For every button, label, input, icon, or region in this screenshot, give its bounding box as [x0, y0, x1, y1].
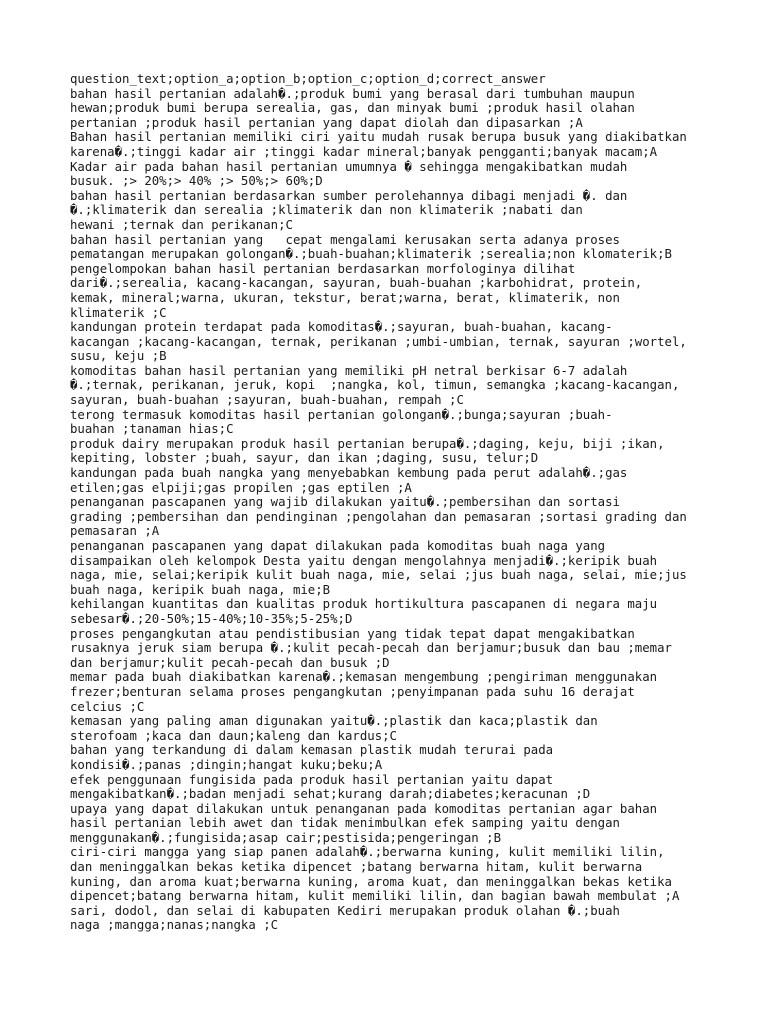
text-line: dari�.;serealia, kacang-kacangan, sayuran, buah-buahan ;karbohidrat, protein, — [70, 276, 643, 291]
text-line: naga ;mangga;nanas;nangka ;C — [70, 918, 279, 933]
text-line: buah naga, keripik buah naga, mie;B — [70, 582, 331, 597]
text-line: sari, dodol, dan selai di kabupaten Kediri merupakan produk olahan �.;buah — [70, 903, 620, 918]
text-line: mengakibatkan�.;badan menjadi sehat;kurang darah;diabetes;keracunan ;D — [70, 787, 591, 802]
text-line: question_text;option_a;option_b;option_c;option_d;correct_answer — [70, 72, 546, 86]
text-line: penanganan pascapanen yang dapat dilakukan pada komoditas buah naga yang — [70, 539, 606, 553]
text-line: hewan;produk bumi berupa serealia, gas, dan minyak bumi ;produk hasil olahan — [70, 101, 635, 116]
text-line: kandungan protein terdapat pada komoditas�.;sayuran, buah-buahan, kacang- — [70, 320, 613, 335]
text-line: upaya yang dapat dilakukan untuk penanganan pada komoditas pertanian agar bahan — [70, 801, 658, 816]
text-line: bahan yang terkandung di dalam kemasan plastik mudah terurai pada — [70, 743, 554, 758]
text-line: komoditas bahan hasil pertanian yang memiliki pH netral berkisar 6-7 adalah — [70, 363, 628, 378]
text-line: ciri-ciri mangga yang siap panen adalah�.;berwarna kuning, kulit memiliki lilin, — [70, 845, 665, 860]
text-line: bahan hasil pertanian yang cepat mengalami kerusakan serta adanya proses — [70, 232, 620, 247]
text-line: menggunakan�.;fungisida;asap cair;pestisida;pengeringan ;B — [70, 830, 502, 845]
text-line: grading ;pembersihan dan pendinginan ;pengolahan dan pemasaran ;sortasi grading dan — [70, 509, 687, 524]
text-line: Kadar air pada bahan hasil pertanian umumnya � sehingga mengakibatkan mudah — [70, 159, 628, 174]
text-line: efek penggunaan fungisida pada produk hasil pertanian yaitu dapat — [70, 772, 554, 787]
text-line: penanganan pascapanen yang wajib dilakukan yaitu�.;pembersihan dan sortasi — [70, 495, 620, 510]
text-line: proses pengangkutan atau pendistibusian yang tidak tepat dapat mengakibatkan — [70, 626, 635, 641]
text-line: hasil pertanian lebih awet dan tidak menimbulkan efek samping yaitu dengan — [70, 816, 620, 831]
text-line: sebesar�.;20-50%;15-40%;10-35%;5-25%;D — [70, 611, 353, 626]
text-line: busuk. ;> 20%;> 40% ;> 50%;> 60%;D — [70, 174, 323, 189]
text-line: kemasan yang paling aman digunakan yaitu�.;plastik dan kaca;plastik dan — [70, 714, 598, 729]
text-line: sayuran, buah-buahan ;sayuran, buah-buahan, rempah ;C — [70, 393, 464, 408]
text-line: Bahan hasil pertanian memiliki ciri yaitu mudah rusak berupa busuk yang diakibatkan — [70, 130, 687, 145]
text-line: kacangan ;kacang-kacangan, ternak, perikanan ;umbi-umbian, ternak, sayuran ;wortel, — [70, 334, 687, 349]
text-line: terong termasuk komoditas hasil pertanian golongan�.;bunga;sayuran ;buah- — [70, 407, 613, 422]
text-line: kuning, dan aroma kuat;berwarna kuning, aroma kuat, dan meninggalkan bekas ketika — [70, 874, 672, 889]
text-line: memar pada buah diakibatkan karena�.;kemasan mengembung ;pengiriman menggunakan — [70, 670, 658, 685]
text-line: dipencet;batang berwarna hitam, kulit memiliki lilin, dan bagian bawah membulat ;A — [70, 889, 680, 904]
text-line: celcius ;C — [70, 699, 145, 714]
text-line: kondisi�.;panas ;dingin;hangat kuku;beku;A — [70, 757, 383, 772]
text-line: bahan hasil pertanian adalah�.;produk bumi yang berasal dari tumbuhan maupun — [70, 86, 635, 101]
text-line: �.;klimaterik dan serealia ;klimaterik dan non klimaterik ;nabati dan — [70, 203, 583, 218]
text-line: pengelompokan bahan hasil pertanian berdasarkan morfologinya dilihat — [70, 261, 576, 276]
text-line: naga, mie, selai;keripik kulit buah naga, mie, selai ;jus buah naga, selai, mie;jus — [70, 568, 687, 583]
text-line: hewani ;ternak dan perikanan;C — [70, 217, 293, 232]
text-line: buahan ;tanaman hias;C — [70, 422, 234, 437]
text-line: klimaterik ;C — [70, 305, 167, 320]
text-line: pemasaran ;A — [70, 524, 160, 539]
text-line: dan meninggalkan bekas ketika dipencet ;batang berwarna hitam, kulit berwarna — [70, 860, 643, 875]
text-line: bahan hasil pertanian berdasarkan sumber perolehannya dibagi menjadi �. dan — [70, 188, 628, 203]
text-line: pematangan merupakan golongan�.;buah-buahan;klimaterik ;serealia;non klomaterik;B — [70, 247, 672, 262]
text-line: produk dairy merupakan produk hasil pertanian berupa�.;daging, keju, biji ;ikan, — [70, 436, 665, 451]
text-line: kehilangan kuantitas dan kualitas produk hortikultura pascapanen di negara maju — [70, 597, 658, 612]
text-line: frezer;benturan selama proses pengangkutan ;penyimpanan pada suhu 16 derajat — [70, 684, 635, 699]
text-line: karena�.;tinggi kadar air ;tinggi kadar mineral;banyak pengganti;banyak macam;A — [70, 144, 658, 159]
document-text — [70, 72, 760, 933]
text-line: dan berjamur;kulit pecah-pecah dan busuk ;D — [70, 655, 390, 670]
text-line: susu, keju ;B — [70, 349, 167, 364]
text-line: pertanian ;produk hasil pertanian yang dapat diolah dan dipasarkan ;A — [70, 115, 583, 130]
text-line: �.;ternak, perikanan, jeruk, kopi ;nangka, kol, timun, semangka ;kacang-kacangan, — [70, 378, 680, 393]
text-line: kepiting, lobster ;buah, sayur, dan ikan ;daging, susu, telur;D — [70, 451, 539, 466]
text-line: kandungan pada buah nangka yang menyebabkan kembung pada perut adalah�.;gas — [70, 466, 628, 481]
text-line: rusaknya jeruk siam berupa �.;kulit pecah-pecah dan berjamur;busuk dan bau ;memar — [70, 641, 672, 656]
text-line: disampaikan oleh kelompok Desta yaitu dengan mengolahnya menjadi�.;keripik buah — [70, 553, 658, 568]
text-line: sterofoam ;kaca dan daun;kaleng dan kardus;C — [70, 728, 397, 743]
text-line: kemak, mineral;warna, ukuran, tekstur, berat;warna, berat, klimaterik, non — [70, 290, 620, 305]
text-line: etilen;gas elpiji;gas propilen ;gas eptilen ;A — [70, 480, 412, 495]
